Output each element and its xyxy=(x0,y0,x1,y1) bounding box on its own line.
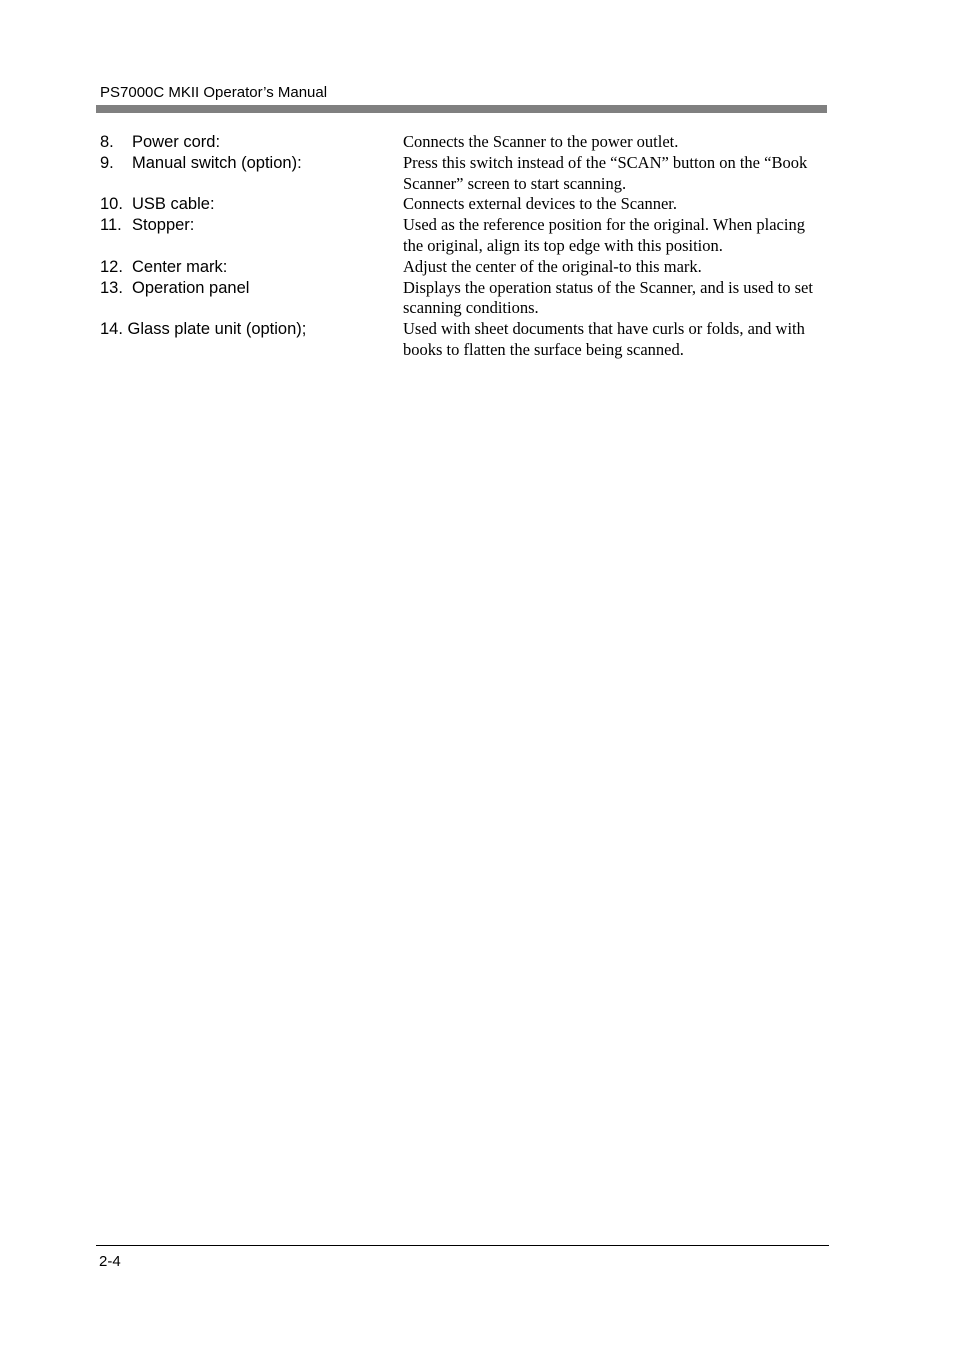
item-number: 9. xyxy=(100,153,114,172)
list-item xyxy=(100,194,827,215)
item-number: 8. xyxy=(100,133,114,151)
item-description: Connects the Scanner to the power outlet. xyxy=(403,132,679,151)
item-term: Center mark: xyxy=(132,257,228,276)
item-term: Operation panel xyxy=(132,278,250,297)
item-number: 10. xyxy=(100,195,123,214)
item-description: Used as the reference position for the original. When placing the original, align its top edge with this position. xyxy=(403,215,805,255)
item-term: Stopper: xyxy=(132,216,195,235)
item-term: Manual switch (option): xyxy=(132,153,302,172)
header-divider-bar xyxy=(96,105,827,113)
item-description: Adjust the center of the original-to this mark. xyxy=(403,256,702,276)
item-number: 13. xyxy=(100,278,123,297)
item-description: Connects external devices to the Scanner. xyxy=(403,194,677,214)
item-term: USB cable: xyxy=(132,195,215,214)
list-item xyxy=(100,257,827,278)
list-item xyxy=(100,153,827,195)
footer-divider xyxy=(96,1245,829,1246)
item-description: Press this switch instead of the “SCAN” button on the “Book Scanner” screen to start scanning. xyxy=(403,152,808,193)
component-list xyxy=(100,132,827,361)
item-description: Used with sheet documents that have curls or folds, and with books to flatten the surface being scanned. xyxy=(403,319,805,359)
list-item xyxy=(100,215,827,257)
list-item xyxy=(100,319,827,361)
item-term: Power cord: xyxy=(132,133,221,151)
page-number: 2-4 xyxy=(99,1253,121,1270)
item-number: 11. xyxy=(100,216,122,235)
list-item xyxy=(100,132,827,153)
item-description: Displays the operation status of the Scanner, and is used to set scanning conditions. xyxy=(403,277,813,318)
item-term: 14. Glass plate unit (option); xyxy=(100,320,307,339)
running-header-title: PS7000C MKII Operator’s Manual xyxy=(100,84,328,101)
list-item xyxy=(100,278,827,320)
item-number: 12. xyxy=(100,257,123,276)
